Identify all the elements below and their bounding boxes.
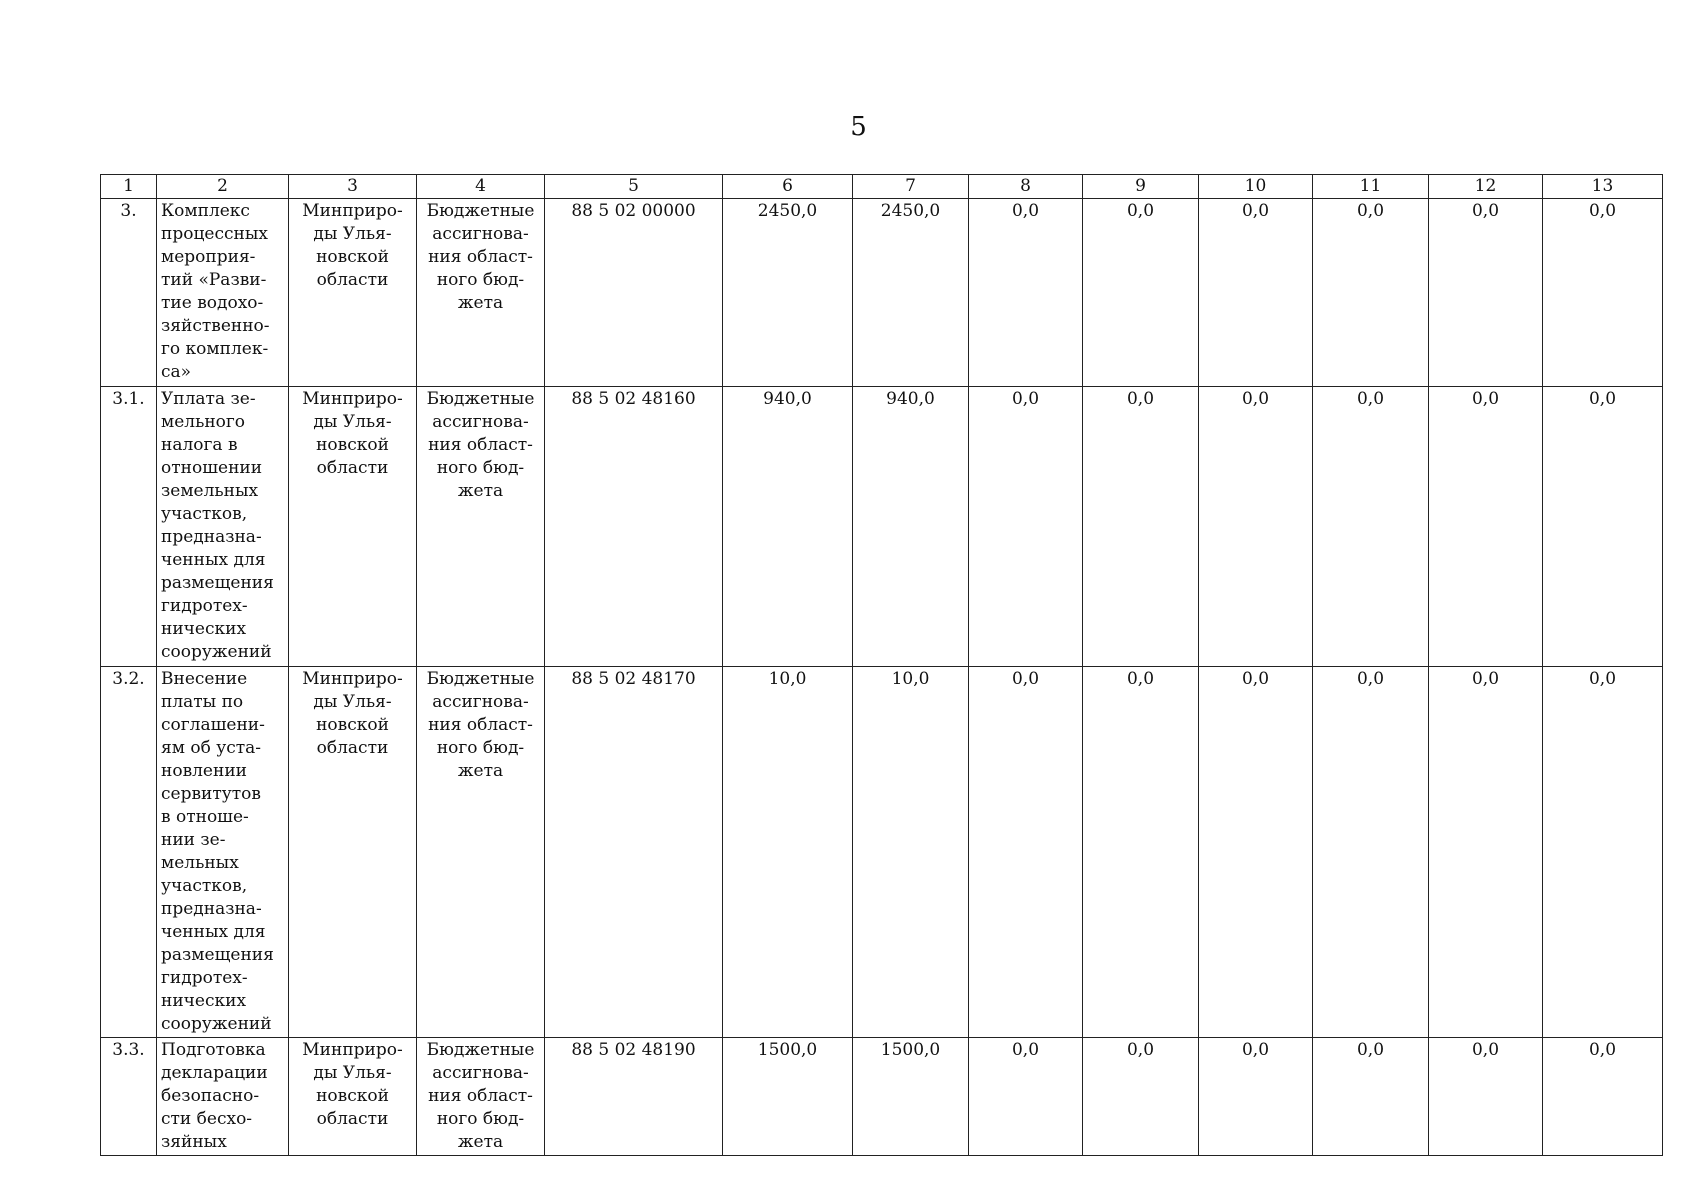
value-cell: 0,0 — [1313, 199, 1429, 387]
table-row — [101, 667, 1663, 1038]
value-cell: 0,0 — [1429, 1038, 1543, 1156]
value-cell: 0,0 — [1199, 667, 1313, 1038]
column-header: 9 — [1083, 175, 1199, 199]
value-cell: 0,0 — [1199, 1038, 1313, 1156]
value-cell: 0,0 — [1313, 1038, 1429, 1156]
value-cell: 0,0 — [1199, 199, 1313, 387]
value-cell: 2450,0 — [853, 199, 969, 387]
value-cell: 2450,0 — [723, 199, 853, 387]
funding-source: Бюджетные ассигнова- ния област- ного бюд- жета — [417, 1038, 545, 1156]
page-number: 5 — [850, 112, 867, 142]
value-cell: 0,0 — [1313, 667, 1429, 1038]
row-number: 3.2. — [101, 667, 157, 1038]
row-number: 3.3. — [101, 1038, 157, 1156]
responsible-executor: Минприро- ды Улья- новской области — [289, 667, 417, 1038]
value-cell: 1500,0 — [723, 1038, 853, 1156]
value-cell: 0,0 — [969, 1038, 1083, 1156]
table-row — [101, 387, 1663, 667]
responsible-executor: Минприро- ды Улья- новской области — [289, 199, 417, 387]
column-header: 11 — [1313, 175, 1429, 199]
measure-name: Комплекс процессных мероприя- тий «Разви- тие водохо- зяйственно- го комплек- са» — [157, 199, 289, 387]
value-cell: 0,0 — [1199, 387, 1313, 667]
value-cell: 10,0 — [853, 667, 969, 1038]
column-header: 13 — [1543, 175, 1663, 199]
value-cell: 0,0 — [1083, 667, 1199, 1038]
column-header: 8 — [969, 175, 1083, 199]
value-cell: 0,0 — [1083, 387, 1199, 667]
column-header: 4 — [417, 175, 545, 199]
table-row — [101, 199, 1663, 387]
value-cell: 940,0 — [853, 387, 969, 667]
value-cell: 0,0 — [969, 199, 1083, 387]
row-number: 3. — [101, 199, 157, 387]
column-header: 6 — [723, 175, 853, 199]
value-cell: 10,0 — [723, 667, 853, 1038]
column-header: 2 — [157, 175, 289, 199]
funding-source: Бюджетные ассигнова- ния област- ного бюд- жета — [417, 199, 545, 387]
value-cell: 0,0 — [1429, 199, 1543, 387]
value-cell: 0,0 — [969, 667, 1083, 1038]
column-number-row — [101, 175, 1663, 199]
value-cell: 0,0 — [1429, 387, 1543, 667]
value-cell: 1500,0 — [853, 1038, 969, 1156]
budget-code: 88 5 02 48160 — [545, 387, 723, 667]
value-cell: 0,0 — [1543, 387, 1663, 667]
budget-code: 88 5 02 00000 — [545, 199, 723, 387]
column-header: 7 — [853, 175, 969, 199]
value-cell: 940,0 — [723, 387, 853, 667]
value-cell: 0,0 — [1429, 667, 1543, 1038]
responsible-executor: Минприро- ды Улья- новской области — [289, 1038, 417, 1156]
column-header: 12 — [1429, 175, 1543, 199]
value-cell: 0,0 — [1313, 387, 1429, 667]
column-header: 3 — [289, 175, 417, 199]
column-header: 5 — [545, 175, 723, 199]
value-cell: 0,0 — [1543, 1038, 1663, 1156]
row-number: 3.1. — [101, 387, 157, 667]
value-cell: 0,0 — [1083, 199, 1199, 387]
measure-name: Внесение платы по соглашени- ям об уста- новлении сервитутов в отноше- нии зе- мельных участков, предназна- ченных для размещения гидротех- нических сооружений — [157, 667, 289, 1038]
table-row — [101, 1038, 1663, 1156]
budget-code: 88 5 02 48170 — [545, 667, 723, 1038]
value-cell: 0,0 — [969, 387, 1083, 667]
column-header: 1 — [101, 175, 157, 199]
value-cell: 0,0 — [1543, 667, 1663, 1038]
funding-source: Бюджетные ассигнова- ния област- ного бюд- жета — [417, 667, 545, 1038]
value-cell: 0,0 — [1083, 1038, 1199, 1156]
funding-source: Бюджетные ассигнова- ния област- ного бюд- жета — [417, 387, 545, 667]
value-cell: 0,0 — [1543, 199, 1663, 387]
budget-table — [100, 174, 1663, 1156]
responsible-executor: Минприро- ды Улья- новской области — [289, 387, 417, 667]
budget-code: 88 5 02 48190 — [545, 1038, 723, 1156]
column-header: 10 — [1199, 175, 1313, 199]
measure-name: Подготовка декларации безопасно- сти бесхо- зяйных — [157, 1038, 289, 1156]
measure-name: Уплата зе- мельного налога в отношении земельных участков, предназна- ченных для размещения гидротех- нических сооружений — [157, 387, 289, 667]
